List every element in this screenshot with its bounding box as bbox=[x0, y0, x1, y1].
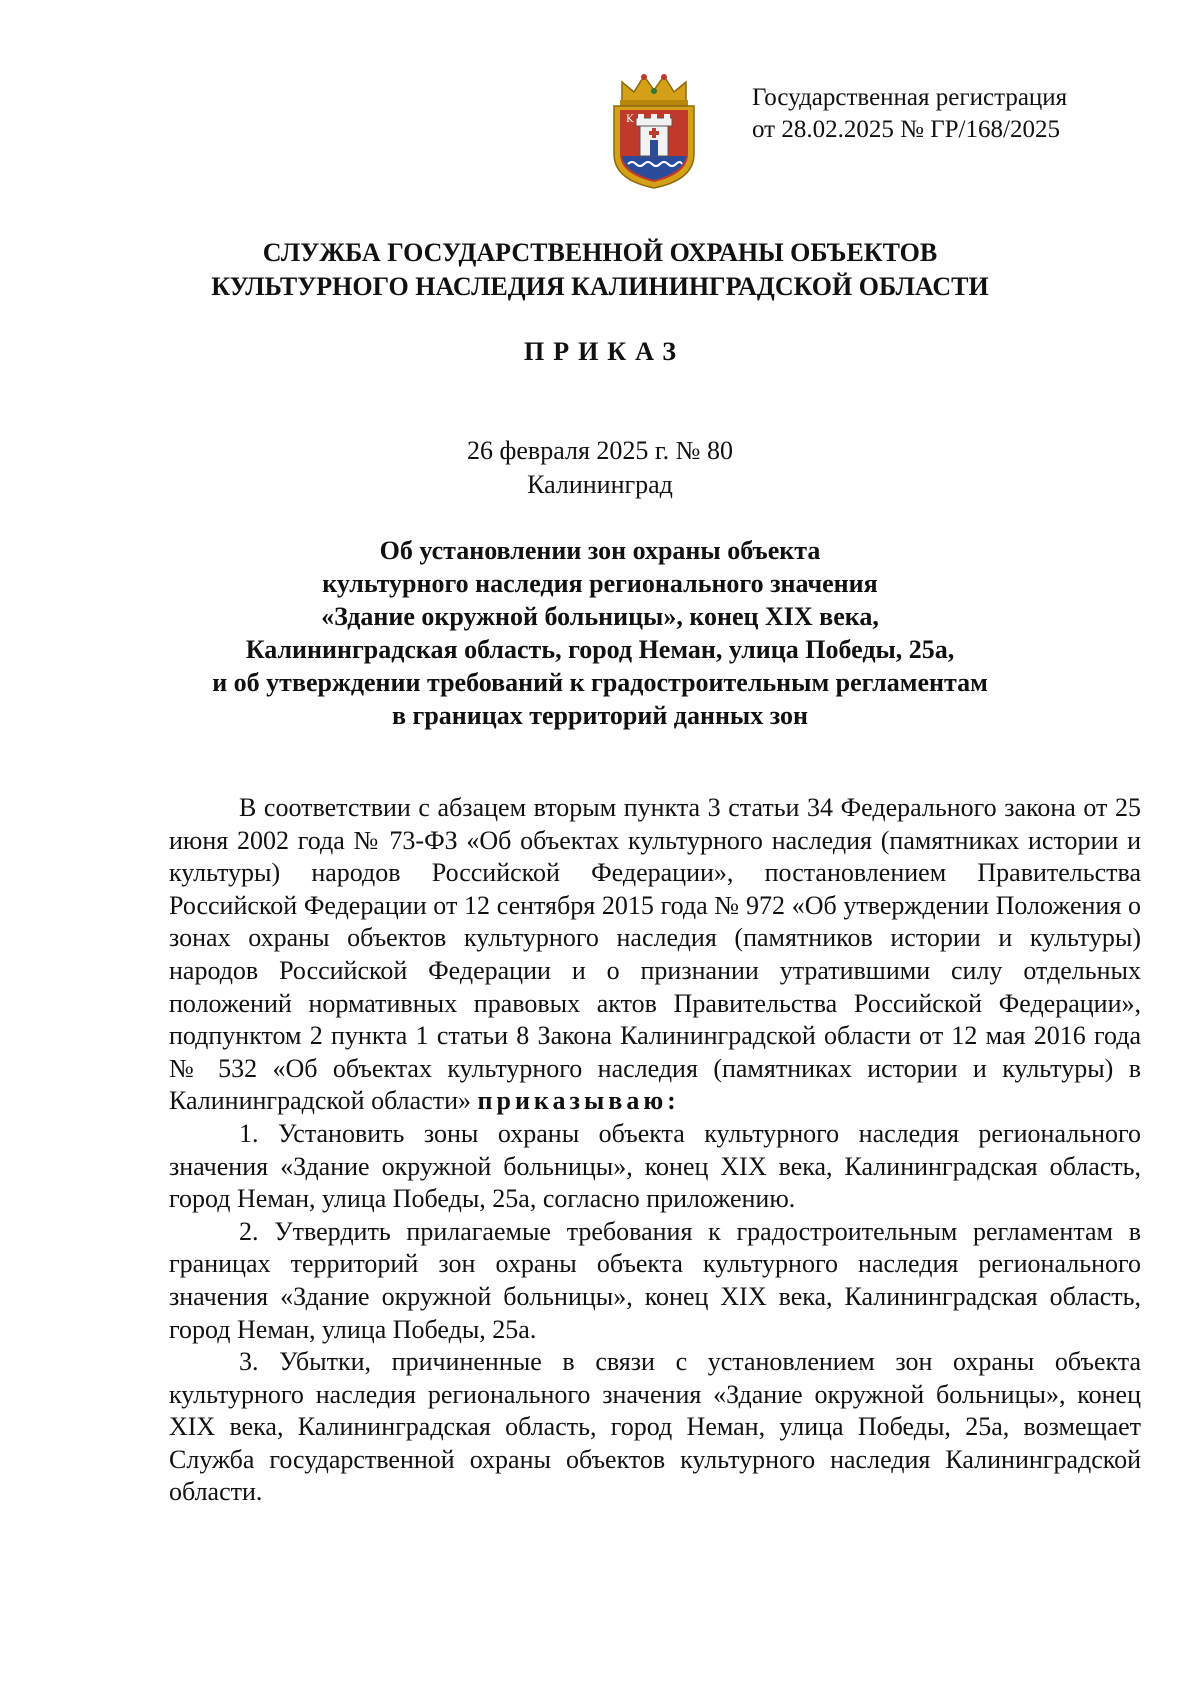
subject-line-1: Об установлении зон охраны объекта bbox=[379, 536, 821, 565]
preamble-paragraph bbox=[169, 792, 1141, 1118]
subject-line-2: культурного наследия регионального значения bbox=[322, 569, 878, 598]
order-item-1: 1. Установить зоны охраны объекта культурного наследия регионального значения «Здание окружной больницы», конец XIX века, Калининградская область, город Неман, улица Победы, 25а, согласно приложению. bbox=[169, 1118, 1141, 1214]
order-item-2: 2. Утвердить прилагаемые требования к градостроительным регламентам в границах территорий зон охраны объекта культурного наследия регионального значения «Здание окружной больницы», конец XIX века, Калининградская область, город Неман, улица Победы, 25а. bbox=[169, 1216, 1141, 1344]
registration-block bbox=[752, 82, 1067, 146]
document-type: ПРИКАЗ bbox=[523, 337, 686, 366]
subject-line-3: «Здание окружной больницы», конец XIX века, bbox=[321, 602, 879, 631]
document-city: Калининград bbox=[527, 470, 673, 499]
agency-name bbox=[0, 236, 1200, 304]
order-subject bbox=[0, 534, 1200, 732]
preamble-text: В соответствии с абзацем вторым пункта 3 статьи 34 Федерального закона от 25 июня 2002 года № 73-ФЗ «Об объектах культурного наследия (памятниках истории и культуры) народов Российской Федерации», постановлением Правительства Российской Федерации от 12 сентября 2015 года № 972 «Об утверждении Положения о зонах охраны объектов культурного наследия (памятников истории и культуры) народов Российской Федерации и о признании утратившими силу отдельных положений нормативных правовых актов Правительства Российской Федерации», подпунктом 2 пункта 1 статьи 8 Закона Калининградской области от 12 мая 2016 года № 532 «Об объектах культурного наследия (памятниках истории и культуры) в Калининградской области» bbox=[169, 793, 1141, 1116]
registration-line-1: Государственная регистрация bbox=[752, 84, 1068, 111]
document-date-number: 26 февраля 2025 г. № 80 bbox=[467, 436, 733, 465]
subject-line-6: в границах территорий данных зон bbox=[392, 701, 808, 730]
coat-of-arms-icon bbox=[608, 72, 700, 190]
order-item-3: 3. Убытки, причиненные в связи с установлением зон охраны объекта культурного наследия регионального значения «Здание окружной больницы», конец XIX века, Калининградская область, город Неман, улица Победы, 25а, возмещает Служба государственной охраны объектов культурного наследия Калининградской области. bbox=[169, 1347, 1141, 1507]
registration-line-2: от 28.02.2025 № ГР/168/2025 bbox=[752, 116, 1060, 143]
subject-line-4: Калининградская область, город Неман, улица Победы, 25а, bbox=[245, 635, 955, 664]
svg-text:K: K bbox=[626, 114, 634, 125]
order-body bbox=[169, 792, 1141, 1509]
date-place-block bbox=[0, 434, 1200, 502]
agency-name-line-1: СЛУЖБА ГОСУДАРСТВЕННОЙ ОХРАНЫ ОБЪЕКТОВ bbox=[262, 238, 938, 267]
order-word: приказываю: bbox=[477, 1086, 680, 1116]
subject-line-5: и об утверждении требований к градостроительным регламентам bbox=[212, 668, 988, 697]
agency-name-line-2: КУЛЬТУРНОГО НАСЛЕДИЯ КАЛИНИНГРАДСКОЙ ОБЛАСТИ bbox=[211, 272, 989, 301]
